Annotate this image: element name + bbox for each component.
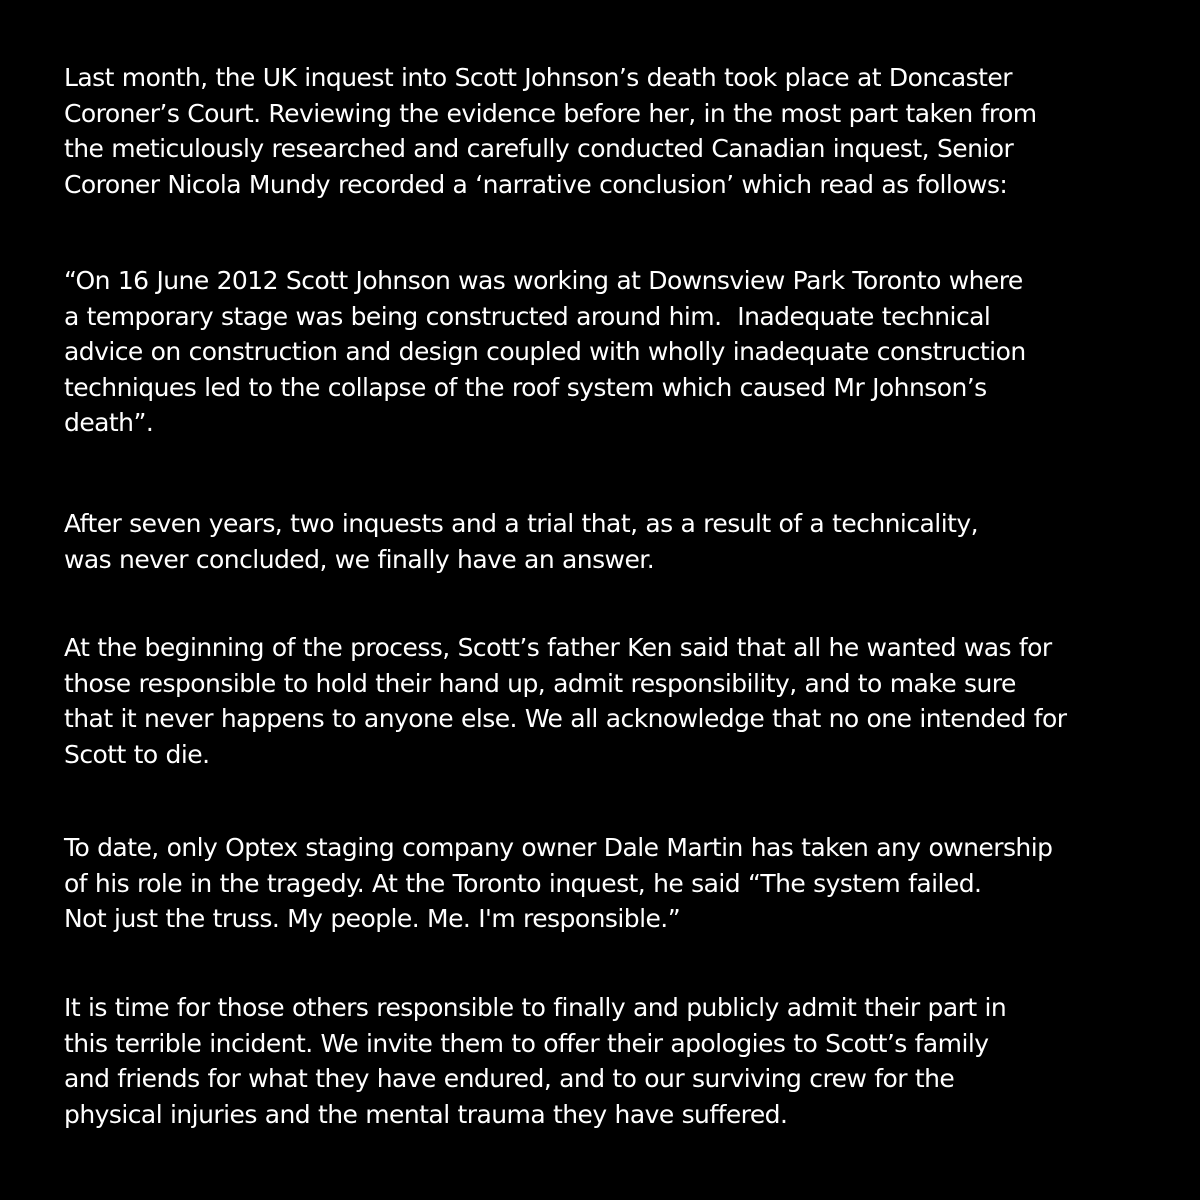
paragraph-call-to-admit bbox=[64, 990, 1006, 1132]
text-line: that it never happens to anyone else. We all acknowledge that no one intended for bbox=[64, 704, 1067, 733]
paragraph-inquest-intro bbox=[64, 60, 1037, 202]
text-line: this terrible incident. We invite them to offer their apologies to Scott’s family bbox=[64, 1028, 989, 1058]
text-line: those responsible to hold their hand up, admit responsibility, and to make sure bbox=[64, 668, 1016, 698]
text-line: a temporary stage was being constructed around him. Inadequate technical bbox=[64, 301, 991, 331]
text-line: death”. bbox=[64, 408, 154, 437]
text-line: To date, only Optex staging company owner Dale Martin has taken any ownership bbox=[64, 833, 1053, 862]
text-line: the meticulously researched and carefully conducted Canadian inquest, Senior bbox=[64, 134, 1014, 163]
paragraph-ownership bbox=[64, 830, 1052, 937]
text-line: At the beginning of the process, Scott’s father Ken said that all he wanted was for bbox=[64, 633, 1052, 662]
text-line: After seven years, two inquests and a trial that, as a result of a technicality, bbox=[64, 509, 978, 538]
text-line: It is time for those others responsible to finally and publicly admit their part in bbox=[64, 993, 1007, 1022]
text-line: Last month, the UK inquest into Scott Johnson’s death took place at Doncaster bbox=[64, 63, 1012, 92]
paragraph-father-statement bbox=[64, 630, 1066, 772]
text-line: “On 16 June 2012 Scott Johnson was working at Downsview Park Toronto where bbox=[64, 266, 1023, 295]
text-line: Coroner’s Court. Reviewing the evidence before her, in the most part taken from bbox=[64, 98, 1037, 128]
paragraph-answer bbox=[64, 506, 978, 577]
paragraph-narrative-conclusion bbox=[64, 263, 1026, 441]
text-line: physical injuries and the mental trauma they have suffered. bbox=[64, 1099, 788, 1129]
text-line: Coroner Nicola Mundy recorded a ‘narrative conclusion’ which read as follows: bbox=[64, 169, 1008, 199]
text-line: advice on construction and design coupled with wholly inadequate construction bbox=[64, 337, 1026, 366]
text-line: was never concluded, we finally have an answer. bbox=[64, 544, 655, 574]
text-line: Not just the truss. My people. Me. I'm responsible.” bbox=[64, 904, 681, 933]
text-line: of his role in the tragedy. At the Toronto inquest, he said “The system failed. bbox=[64, 868, 982, 898]
text-line: techniques led to the collapse of the roof system which caused Mr Johnson’s bbox=[64, 372, 987, 402]
text-line: Scott to die. bbox=[64, 739, 210, 769]
text-line: and friends for what they have endured, and to our surviving crew for the bbox=[64, 1064, 955, 1093]
